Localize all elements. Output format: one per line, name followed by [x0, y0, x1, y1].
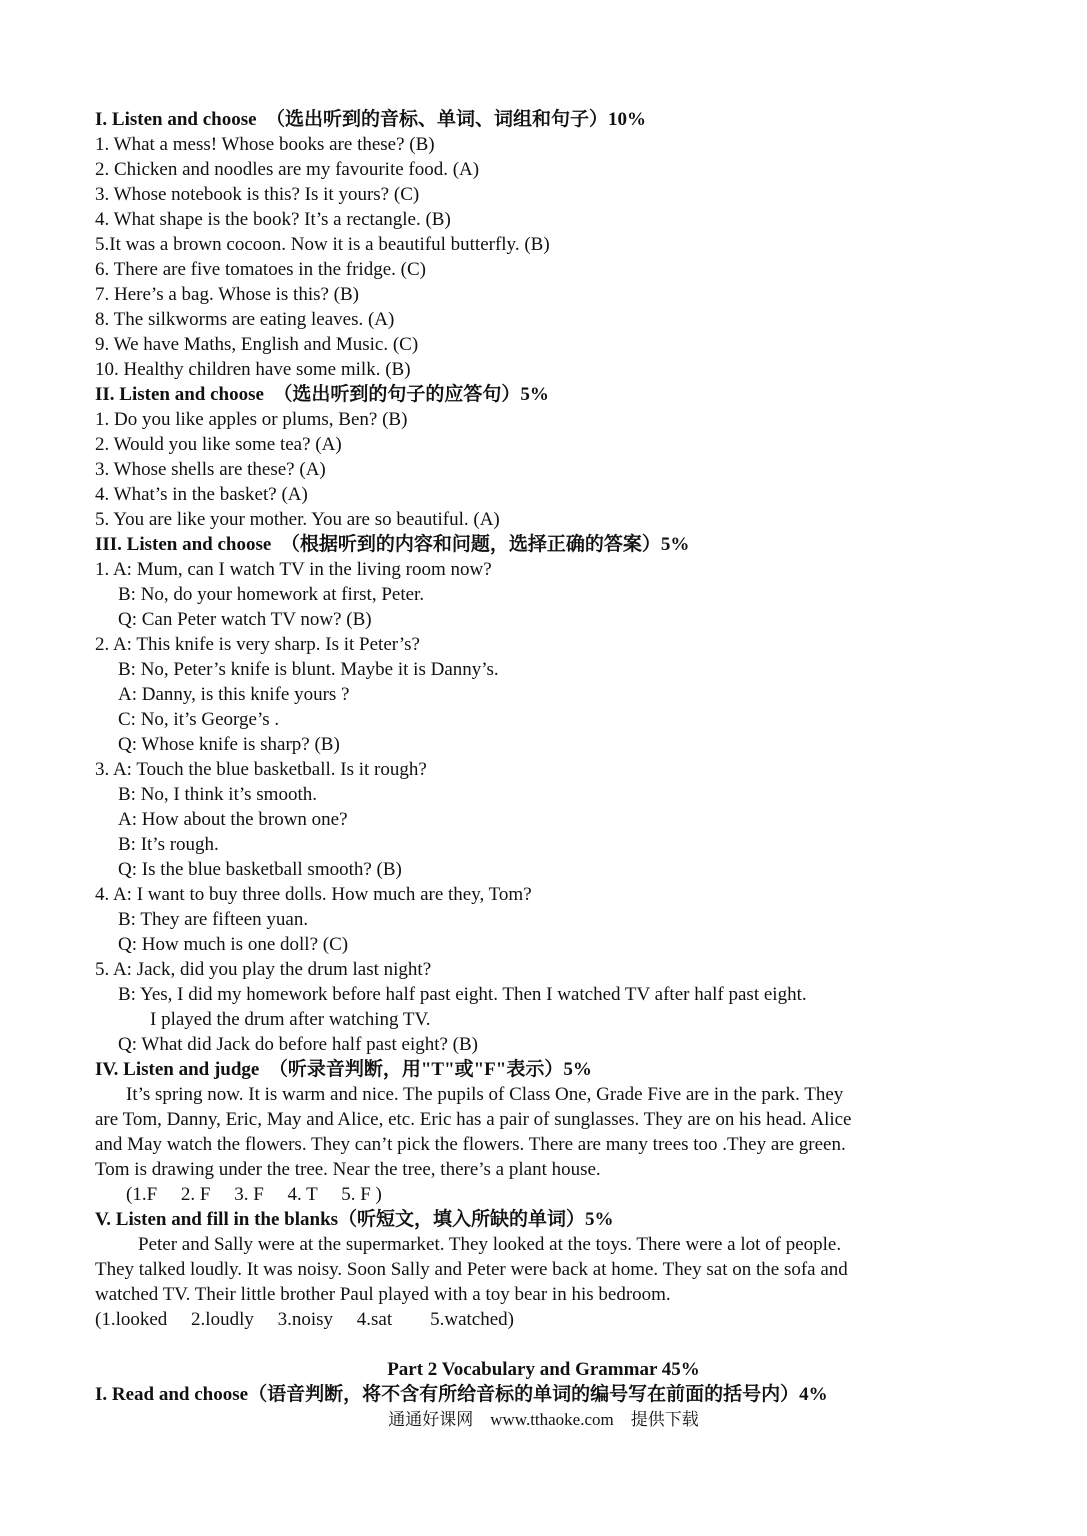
answer-key: (1.looked 2.loudly 3.noisy 4.sat 5.watched) [95, 1309, 515, 1330]
dialogue-line: 1. A: Mum, can I watch TV in the living room now? [95, 559, 492, 580]
list-item: 1. What a mess! Whose books are these? (B) [95, 134, 435, 155]
list-item: 9. We have Maths, English and Music. (C) [95, 334, 419, 355]
list-item: 3. Whose notebook is this? Is it yours? (C) [95, 184, 420, 205]
dialogue-line: B: No, do your homework at first, Peter. [118, 584, 425, 605]
answer-key: (1.F 2. F 3. F 4. T 5. F ) [126, 1184, 382, 1205]
section-heading: III. Listen and choose （根据听到的内容和问题，选择正确的答案）5% [95, 534, 690, 555]
list-item: 8. The silkworms are eating leaves. (A) [95, 309, 395, 330]
list-item: 3. Whose shells are these? (A) [95, 459, 326, 480]
section-heading: II. Listen and choose （选出听到的句子的应答句）5% [95, 384, 549, 405]
paragraph-line: watched TV. Their little brother Paul played with a toy bear in his bedroom. [95, 1284, 671, 1305]
dialogue-line: A: Danny, is this knife yours ? [118, 684, 350, 705]
dialogue-line: 2. A: This knife is very sharp. Is it Peter’s? [95, 634, 420, 655]
section-heading: I. Listen and choose （选出听到的音标、单词、词组和句子）10% [95, 109, 647, 130]
dialogue-line: B: They are fifteen yuan. [118, 909, 309, 930]
section-heading: V. Listen and fill in the blanks（听短文，填入所缺的单词）5% [95, 1209, 614, 1230]
list-item: 2. Would you like some tea? (A) [95, 434, 342, 455]
dialogue-line: I played the drum after watching TV. [150, 1009, 431, 1030]
part-title: Part 2 Vocabulary and Grammar 45% [387, 1359, 700, 1380]
list-item: 10. Healthy children have some milk. (B) [95, 359, 411, 380]
paragraph-line: Tom is drawing under the tree. Near the tree, there’s a plant house. [95, 1159, 601, 1180]
dialogue-line: 3. A: Touch the blue basketball. Is it rough? [95, 759, 427, 780]
page-footer: 通通好课网 www.tthaoke.com 提供下载 [388, 1410, 699, 1429]
paragraph-line: are Tom, Danny, Eric, May and Alice, etc. Eric has a pair of sunglasses. They are on his head. Alice [95, 1109, 852, 1130]
list-item: 2. Chicken and noodles are my favourite food. (A) [95, 159, 480, 180]
section-heading: I. Read and choose（语音判断，将不含有所给音标的单词的编号写在前面的括号内）4% [95, 1384, 828, 1405]
paragraph-line: It’s spring now. It is warm and nice. The pupils of Class One, Grade Five are in the park. They [126, 1084, 844, 1105]
dialogue-line: C: No, it’s George’s . [118, 709, 280, 730]
dialogue-line: B: Yes, I did my homework before half past eight. Then I watched TV after half past eight. [118, 984, 807, 1005]
section-heading: IV. Listen and judge （听录音判断，用"T"或"F"表示）5% [95, 1059, 592, 1080]
dialogue-line: B: It’s rough. [118, 834, 219, 855]
paragraph-line: They talked loudly. It was noisy. Soon Sally and Peter were back at home. They sat on the sofa and [95, 1259, 848, 1280]
dialogue-line: 4. A: I want to buy three dolls. How much are they, Tom? [95, 884, 532, 905]
list-item: 5.It was a brown cocoon. Now it is a beautiful butterfly. (B) [95, 234, 550, 255]
dialogue-line: B: No, I think it’s smooth. [118, 784, 317, 805]
dialogue-line: A: How about the brown one? [118, 809, 348, 830]
dialogue-line: Q: How much is one doll? (C) [118, 934, 349, 955]
dialogue-line: 5. A: Jack, did you play the drum last night? [95, 959, 432, 980]
list-item: 5. You are like your mother. You are so beautiful. (A) [95, 509, 500, 530]
dialogue-line: Q: Is the blue basketball smooth? (B) [118, 859, 402, 880]
dialogue-line: Q: Can Peter watch TV now? (B) [118, 609, 372, 630]
list-item: 4. What’s in the basket? (A) [95, 484, 308, 505]
dialogue-line: Q: Whose knife is sharp? (B) [118, 734, 340, 755]
list-item: 4. What shape is the book? It’s a rectangle. (B) [95, 209, 451, 230]
paragraph-line: and May watch the flowers. They can’t pick the flowers. There are many trees too .They are green. [95, 1134, 846, 1155]
paragraph-line: Peter and Sally were at the supermarket. They looked at the toys. There were a lot of people. [138, 1234, 842, 1255]
list-item: 7. Here’s a bag. Whose is this? (B) [95, 284, 360, 305]
dialogue-line: B: No, Peter’s knife is blunt. Maybe it is Danny’s. [118, 659, 499, 680]
list-item: 6. There are five tomatoes in the fridge. (C) [95, 259, 426, 280]
list-item: 1. Do you like apples or plums, Ben? (B) [95, 409, 408, 430]
dialogue-line: Q: What did Jack do before half past eight? (B) [118, 1034, 479, 1055]
